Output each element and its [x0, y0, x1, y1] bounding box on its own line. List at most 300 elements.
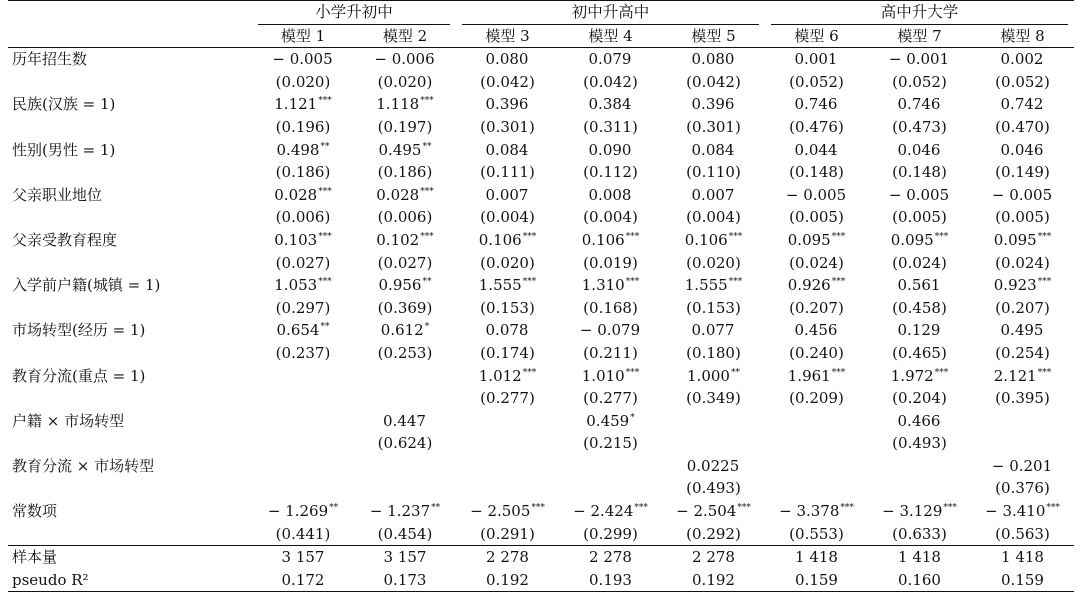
- coef-value: 0.926: [787, 276, 831, 295]
- significance-stars: ***: [420, 186, 434, 197]
- coef-cell: [456, 319, 559, 342]
- se-cell: (0.149): [995, 163, 1050, 182]
- significance-stars: ***: [318, 96, 332, 107]
- significance-stars: ***: [318, 277, 332, 288]
- coef-cell: [662, 319, 765, 342]
- row-label-empty: [8, 297, 252, 320]
- coef-cell: [456, 500, 559, 523]
- table-row-se: [8, 342, 1074, 365]
- coef-value: 0.956: [378, 276, 422, 295]
- coef-cell: [662, 48, 765, 71]
- se-cell: (0.186): [377, 163, 433, 182]
- coef-value: 0.090: [588, 140, 632, 159]
- se-cell: (0.349): [686, 389, 741, 408]
- coef-cell: [971, 410, 1074, 433]
- significance-stars: ***: [1037, 367, 1052, 378]
- footer-value: 3 157: [281, 548, 325, 567]
- coef-cell: [765, 365, 868, 388]
- significance-stars: **: [422, 277, 432, 288]
- se-cell: (0.465): [892, 343, 947, 362]
- table-row-se: [8, 161, 1074, 184]
- coef-cell: [559, 500, 662, 523]
- coef-cell: [354, 365, 456, 388]
- group-label: 小学升初中: [258, 1, 450, 25]
- table-row: [8, 184, 1074, 207]
- coef-cell: [662, 410, 765, 433]
- se-cell: [971, 432, 1074, 455]
- coef-value: 0.447: [383, 411, 426, 430]
- coef-cell: [971, 455, 1074, 478]
- se-cell: (0.196): [275, 117, 331, 136]
- row-label-empty: [8, 206, 252, 229]
- se-cell: (0.052): [789, 72, 844, 91]
- significance-stars: ***: [737, 503, 751, 514]
- se-cell: (0.395): [995, 389, 1050, 408]
- coef-cell: [662, 139, 765, 162]
- footer-value: 2 278: [486, 548, 529, 567]
- se-cell: (0.493): [892, 434, 947, 453]
- coef-cell: [868, 274, 971, 297]
- significance-stars: ***: [934, 367, 949, 378]
- coef-value: 0.079: [588, 50, 632, 69]
- coef-cell: [559, 184, 662, 207]
- coef-cell: [765, 274, 868, 297]
- coef-cell: [765, 500, 868, 523]
- model-header: 模型 4: [559, 25, 662, 48]
- coef-cell: [971, 229, 1074, 252]
- row-label: 历年招生数: [12, 50, 88, 69]
- significance-stars: ***: [1046, 503, 1060, 514]
- coef-value: 0.498: [276, 140, 320, 159]
- se-cell: (0.020): [686, 253, 741, 272]
- coef-value: 0.103: [274, 230, 318, 249]
- coef-value: 0.084: [485, 140, 529, 159]
- coef-value: − 3.378: [779, 502, 840, 521]
- se-cell: (0.006): [275, 208, 331, 227]
- coef-cell: [559, 93, 662, 116]
- coef-cell: [662, 229, 765, 252]
- coef-value: − 3.129: [882, 502, 943, 521]
- row-label: 常数项: [12, 502, 58, 521]
- se-cell: (0.458): [892, 298, 947, 317]
- se-cell: (0.277): [583, 389, 638, 408]
- se-cell: (0.207): [789, 298, 844, 317]
- se-cell: (0.148): [892, 163, 947, 182]
- se-cell: (0.020): [275, 72, 331, 91]
- table-row-se: [8, 252, 1074, 275]
- significance-stars: ***: [934, 231, 949, 242]
- coef-value: 1.961: [787, 366, 831, 385]
- se-cell: (0.311): [583, 117, 638, 136]
- coef-cell: [354, 274, 456, 297]
- coef-value: − 0.005: [272, 50, 333, 69]
- coef-value: 0.008: [588, 185, 632, 204]
- se-cell: (0.553): [789, 524, 844, 543]
- se-cell: (0.297): [275, 298, 331, 317]
- significance-stars: ***: [420, 96, 434, 107]
- coef-value: 0.396: [485, 95, 529, 114]
- se-cell: (0.633): [892, 524, 947, 543]
- row-label-empty: [8, 116, 252, 139]
- se-cell: (0.207): [995, 298, 1050, 317]
- row-label-empty: [8, 252, 252, 275]
- se-cell: (0.027): [377, 253, 433, 272]
- coef-value: 0.654: [276, 321, 320, 340]
- se-cell: [252, 387, 354, 410]
- coef-cell: [252, 274, 354, 297]
- footer-value: 3 157: [383, 548, 427, 567]
- footer-value: 0.159: [971, 569, 1074, 592]
- coef-value: − 0.006: [374, 50, 435, 69]
- row-label-empty: [8, 523, 252, 546]
- se-cell: (0.004): [480, 208, 535, 227]
- coef-cell: [559, 139, 662, 162]
- se-cell: (0.004): [686, 208, 741, 227]
- coef-value: 0.084: [691, 140, 735, 159]
- coef-value: 0.028: [274, 185, 318, 204]
- coef-cell: [765, 229, 868, 252]
- coef-value: 1.118: [376, 95, 420, 114]
- coef-cell: [456, 455, 559, 478]
- coef-cell: [765, 319, 868, 342]
- coef-value: 0.923: [993, 276, 1037, 295]
- significance-stars: ***: [318, 231, 332, 242]
- significance-stars: ***: [1037, 277, 1052, 288]
- coef-value: 0.095: [890, 230, 934, 249]
- coef-value: − 2.424: [573, 502, 634, 521]
- se-cell: (0.005): [892, 208, 947, 227]
- significance-stars: ***: [625, 367, 640, 378]
- model-header: 模型 5: [662, 25, 765, 48]
- coef-cell: [354, 184, 456, 207]
- coef-value: 0.080: [485, 50, 529, 69]
- se-cell: (0.493): [686, 479, 741, 498]
- model-header: 模型 7: [868, 25, 971, 48]
- coef-value: 0.046: [897, 140, 941, 159]
- group-header-row: [8, 1, 1074, 25]
- row-label: 民族(汉族 = 1): [12, 95, 116, 114]
- coef-value: 0.102: [376, 230, 420, 249]
- coef-value: − 3.410: [985, 502, 1046, 521]
- significance-stars: ***: [634, 503, 648, 514]
- se-cell: [456, 432, 559, 455]
- coef-value: 0.396: [691, 95, 735, 114]
- se-cell: (0.470): [995, 117, 1050, 136]
- coef-cell: [765, 48, 868, 71]
- table-row-se: [8, 387, 1074, 410]
- se-cell: (0.186): [275, 163, 331, 182]
- coef-cell: [971, 139, 1074, 162]
- se-cell: (0.211): [583, 343, 638, 362]
- coef-cell: [456, 274, 559, 297]
- significance-stars: ***: [728, 277, 743, 288]
- se-cell: (0.215): [583, 434, 638, 453]
- table-row: [8, 319, 1074, 342]
- coef-cell: [971, 184, 1074, 207]
- se-cell: (0.624): [377, 434, 433, 453]
- coef-cell: [765, 93, 868, 116]
- footer-value: 1 418: [795, 548, 838, 567]
- se-cell: (0.111): [480, 163, 535, 182]
- row-label: 市场转型(经历 = 1): [12, 321, 146, 340]
- group-label: 初中升高中: [462, 1, 759, 25]
- se-cell: (0.204): [892, 389, 947, 408]
- coef-cell: [868, 365, 971, 388]
- significance-stars: **: [431, 503, 441, 514]
- coef-cell: [252, 139, 354, 162]
- table-body: [8, 48, 1074, 592]
- coef-cell: [354, 93, 456, 116]
- coef-value: 0.106: [684, 230, 728, 249]
- row-label: 户籍 × 市场转型: [12, 411, 125, 430]
- coef-cell: [456, 139, 559, 162]
- footer-value: 0.172: [252, 569, 354, 592]
- coef-cell: [456, 229, 559, 252]
- coef-value: 0.561: [897, 276, 941, 295]
- row-label: 教育分流(重点 = 1): [12, 366, 146, 385]
- significance-stars: ***: [728, 231, 743, 242]
- se-cell: (0.020): [480, 253, 535, 272]
- footer-value: 0.159: [765, 569, 868, 592]
- se-cell: [765, 432, 868, 455]
- model-header: 模型 1: [252, 25, 354, 48]
- footer-value: 0.193: [559, 569, 662, 592]
- se-cell: (0.168): [583, 298, 638, 317]
- row-label-empty: [8, 71, 252, 94]
- coef-value: − 0.005: [991, 185, 1053, 204]
- table-row: [8, 274, 1074, 297]
- coef-value: 0.095: [993, 230, 1037, 249]
- se-cell: (0.153): [480, 298, 535, 317]
- coef-value: 0.078: [485, 321, 529, 340]
- coef-cell: [252, 229, 354, 252]
- coef-value: 1.053: [274, 276, 318, 295]
- table-row-se: [8, 297, 1074, 320]
- significance-stars: ***: [522, 277, 537, 288]
- footer-label: 样本量: [12, 548, 58, 567]
- se-cell: (0.024): [995, 253, 1050, 272]
- footer-value: 0.173: [354, 569, 456, 592]
- coef-cell: [559, 455, 662, 478]
- significance-stars: ***: [420, 231, 434, 242]
- coef-value: 0.384: [588, 95, 632, 114]
- se-cell: (0.209): [789, 389, 844, 408]
- significance-stars: **: [329, 503, 339, 514]
- coef-cell: [354, 455, 456, 478]
- coef-cell: [559, 319, 662, 342]
- se-cell: [662, 432, 765, 455]
- table-row-se: [8, 432, 1074, 455]
- coef-value: 1.000: [687, 366, 730, 385]
- significance-stars: ***: [625, 231, 640, 242]
- coef-cell: [662, 93, 765, 116]
- coef-cell: [868, 455, 971, 478]
- se-cell: (0.240): [789, 343, 844, 362]
- group-header-junior: [456, 1, 765, 25]
- coef-cell: [354, 500, 456, 523]
- significance-stars: ***: [531, 503, 545, 514]
- footer-value: 0.192: [662, 569, 765, 592]
- coef-value: − 1.237: [369, 502, 431, 521]
- coef-cell: [559, 274, 662, 297]
- footer-row: [8, 546, 1074, 569]
- significance-stars: ***: [840, 503, 854, 514]
- coef-cell: [354, 48, 456, 71]
- coef-value: 0.456: [794, 321, 838, 340]
- se-cell: [354, 387, 456, 410]
- significance-stars: ***: [831, 367, 846, 378]
- se-cell: (0.292): [686, 524, 741, 543]
- footer-value: 0.192: [456, 569, 559, 592]
- coef-cell: [252, 500, 354, 523]
- coef-cell: [354, 319, 456, 342]
- group-label: 高中升大学: [771, 1, 1068, 25]
- se-cell: (0.153): [686, 298, 741, 317]
- se-cell: (0.473): [892, 117, 947, 136]
- footer-row: [8, 569, 1074, 592]
- coef-value: − 0.005: [785, 185, 847, 204]
- coef-cell: [868, 48, 971, 71]
- coef-cell: [354, 229, 456, 252]
- coef-cell: [868, 500, 971, 523]
- coef-cell: [971, 93, 1074, 116]
- coef-cell: [252, 93, 354, 116]
- coef-value: 1.972: [890, 366, 934, 385]
- table-row: [8, 365, 1074, 388]
- coef-value: − 1.269: [267, 502, 329, 521]
- se-cell: (0.052): [995, 72, 1050, 91]
- coef-value: 0.746: [794, 95, 838, 114]
- se-cell: (0.253): [377, 343, 433, 362]
- coef-value: 0.080: [691, 50, 735, 69]
- coef-value: 1.121: [274, 95, 318, 114]
- table-row: [8, 48, 1074, 71]
- coef-cell: [456, 48, 559, 71]
- coef-cell: [456, 93, 559, 116]
- se-cell: (0.027): [275, 253, 331, 272]
- coef-value: − 0.005: [888, 185, 950, 204]
- se-cell: (0.112): [583, 163, 638, 182]
- coef-value: − 0.001: [888, 50, 950, 69]
- model-header: 模型 8: [971, 25, 1074, 48]
- coef-cell: [456, 184, 559, 207]
- coef-value: 0.466: [897, 411, 941, 430]
- group-header-primary: [252, 1, 456, 25]
- significance-stars: ***: [522, 231, 537, 242]
- coef-value: 0.495: [1000, 321, 1044, 340]
- significance-stars: **: [422, 141, 432, 152]
- significance-stars: **: [320, 322, 330, 333]
- se-cell: (0.197): [377, 117, 433, 136]
- se-cell: (0.042): [480, 72, 535, 91]
- row-label: 入学前户籍(城镇 = 1): [12, 276, 161, 295]
- coef-value: − 2.505: [470, 502, 531, 521]
- footer-value: 0.160: [868, 569, 971, 592]
- table-row: [8, 93, 1074, 116]
- coef-value: 0.001: [794, 50, 838, 69]
- se-cell: [354, 477, 456, 500]
- se-cell: (0.237): [275, 343, 331, 362]
- coef-value: 0.129: [897, 321, 941, 340]
- se-cell: (0.180): [686, 343, 741, 362]
- se-cell: (0.476): [789, 117, 844, 136]
- table-row: [8, 139, 1074, 162]
- se-cell: [252, 477, 354, 500]
- significance-stars: ***: [522, 367, 537, 378]
- footer-label: pseudo R²: [8, 569, 252, 592]
- se-cell: (0.042): [686, 72, 741, 91]
- se-cell: (0.291): [480, 524, 535, 543]
- coef-value: 0.459: [586, 411, 630, 430]
- row-label-empty: [8, 477, 252, 500]
- coef-value: 1.555: [684, 276, 728, 295]
- regression-table: [8, 0, 1074, 592]
- coef-value: 0.0225: [686, 456, 740, 475]
- coef-value: 0.046: [1000, 140, 1044, 159]
- row-label: 教育分流 × 市场转型: [12, 456, 155, 475]
- coef-value: 0.007: [485, 185, 529, 204]
- coef-cell: [971, 365, 1074, 388]
- row-label-empty: [8, 432, 252, 455]
- coef-cell: [559, 365, 662, 388]
- coef-cell: [765, 139, 868, 162]
- significance-stars: ***: [625, 277, 640, 288]
- se-cell: [559, 477, 662, 500]
- se-cell: (0.005): [995, 208, 1050, 227]
- table-row-se: [8, 116, 1074, 139]
- significance-stars: *: [424, 322, 430, 333]
- coef-cell: [868, 319, 971, 342]
- coef-value: 2.121: [993, 366, 1037, 385]
- se-cell: [868, 477, 971, 500]
- coef-cell: [252, 365, 354, 388]
- se-cell: (0.174): [480, 343, 535, 362]
- table-row-se: [8, 206, 1074, 229]
- table-row: [8, 500, 1074, 523]
- coef-value: 1.012: [478, 366, 522, 385]
- se-cell: (0.019): [583, 253, 638, 272]
- coef-value: 1.555: [478, 276, 522, 295]
- coef-value: 0.106: [581, 230, 625, 249]
- se-cell: (0.454): [377, 524, 433, 543]
- coef-cell: [868, 93, 971, 116]
- model-header: 模型 6: [765, 25, 868, 48]
- model-header: 模型 2: [354, 25, 456, 48]
- significance-stars: ***: [831, 277, 846, 288]
- stub-header: [8, 1, 252, 25]
- coef-cell: [662, 365, 765, 388]
- coef-value: 0.007: [691, 185, 735, 204]
- coef-value: 0.028: [376, 185, 420, 204]
- table-row: [8, 229, 1074, 252]
- se-cell: (0.301): [686, 117, 741, 136]
- coef-cell: [868, 410, 971, 433]
- coef-cell: [662, 455, 765, 478]
- significance-stars: ***: [318, 186, 332, 197]
- coef-cell: [559, 410, 662, 433]
- se-cell: (0.277): [480, 389, 535, 408]
- coef-cell: [559, 229, 662, 252]
- se-cell: (0.024): [892, 253, 947, 272]
- significance-stars: *: [630, 412, 635, 423]
- coef-cell: [971, 48, 1074, 71]
- model-header: 模型 3: [456, 25, 559, 48]
- significance-stars: ***: [943, 503, 957, 514]
- coef-cell: [252, 410, 354, 433]
- significance-stars: ***: [831, 231, 846, 242]
- row-label: 性别(男性 = 1): [12, 140, 116, 159]
- se-cell: (0.299): [583, 524, 638, 543]
